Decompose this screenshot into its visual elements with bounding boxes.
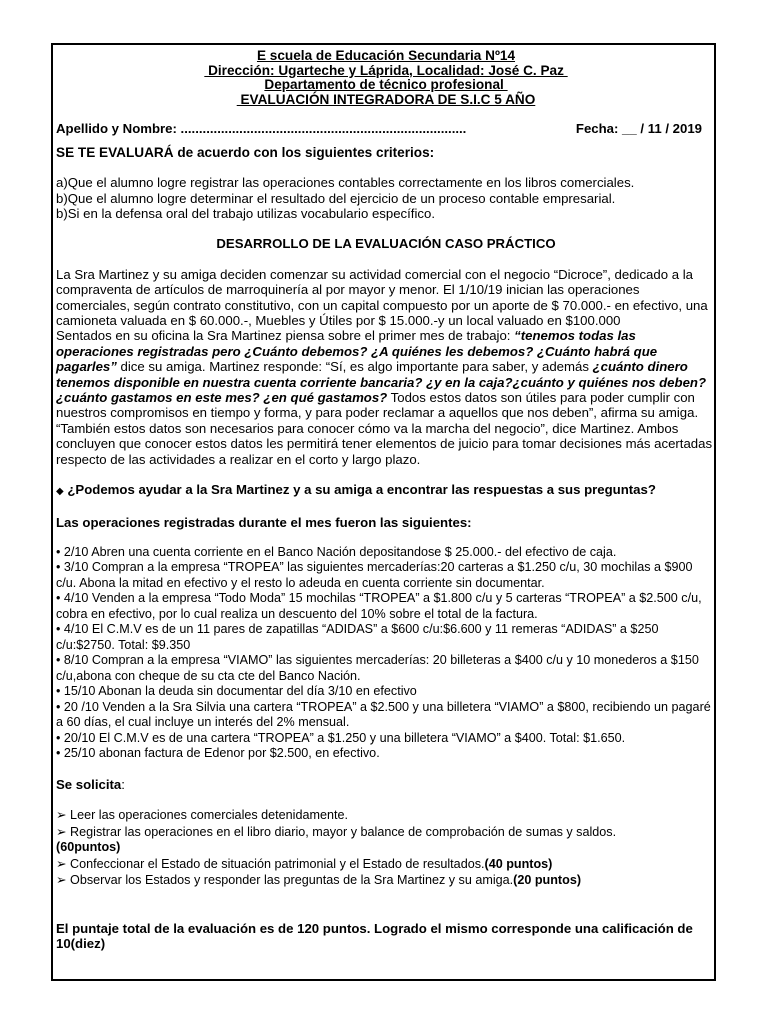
narrative-2e: Todos estos datos son útiles para poder cumplir con nuestros compromisos en tiempo y forma, y para poder reclamar a aquellos que nos deben”, afirma su amiga. “También estos datos son necesarios para conocer cómo va la marcha del negocio”, dice Martinez. Ambos concluyen que conocer estos datos les permitirá tener elementos de juicio para tomar decisiones más acertadas respecto de las actividades a realizar en el corto y largo plazo.	[56, 390, 713, 467]
criterion-a: a)Que el alumno logre registrar las operaciones contables correctamente en los libros comerciales.	[56, 175, 635, 191]
request-title-colon: :	[121, 776, 125, 792]
narrative-2c: dice su amiga. Martinez responde: “Sí, es algo importante para saber, y además	[116, 359, 593, 375]
task-text: Confeccionar el Estado de situación patrimonial y el Estado de resultados.	[66, 856, 485, 871]
diamond-bullet-icon: ◆	[56, 486, 64, 498]
task-item	[56, 824, 716, 856]
narrative-2b: “tenemos todas las operaciones registradas pero ¿Cuánto debemos? ¿A quiénes les debemos? ¿Cuánto habrá que pagarles”	[56, 328, 658, 375]
date-field-label: Fecha: __ / 11 / 2019	[575, 121, 702, 137]
criterion-c: b)Si en la defensa oral del trabajo utilizas vocabulario específico.	[56, 206, 435, 221]
school-address: Dirección: Ugarteche y Láprida, Localidad: José C. Paz	[204, 62, 568, 78]
tasks-list	[56, 807, 716, 889]
list-item: • 4/10 El C.M.V es de un 11 pares de zapatillas “ADIDAS” a $600 c/u:$6.600 y 11 remeras “ADIDAS” a $250 c/u:$2750. Total: $9.350	[56, 622, 659, 652]
school-name: E scuela de Educación Secundaria Nº14	[256, 48, 516, 63]
criteria-title-rest: de acuerdo con los siguientes criterios:	[173, 144, 435, 160]
request-title	[56, 777, 716, 792]
guiding-question	[56, 482, 716, 499]
operations-list	[56, 545, 716, 762]
arrow-icon: ➢	[56, 872, 67, 888]
narrative-2d: ¿cuánto dinero tenemos disponible en nuestra cuenta corriente bancaria? ¿y en la caja?¿cuánto y quiénes nos deben?¿cuánto gastamos en este mes? ¿en qué gastamos?	[56, 359, 707, 406]
task-points: (20 puntos)	[513, 873, 582, 888]
arrow-icon: ➢	[56, 823, 67, 839]
document-body	[56, 49, 716, 952]
criteria-title	[56, 145, 716, 160]
narrative-2a: Sentados en su oficina la Sra Martinez piensa sobre el primer mes de trabajo:	[56, 328, 515, 344]
narrative-paragraph-1: La Sra Martinez y su amiga deciden comenzar su actividad comercial con el negocio “Dicroce”, dedicado a la compraventa de artículos de marroquinería al por mayor y menor. El 1/10/19 inician las operaciones comerciales, según contrato constitutivo, con un capital compuesto por un aporte de $ 70.000.- en efectivo, una camioneta valuada en $ 60.000.-, Muebles y Útiles por $ 15.000.-y un local valuado en $100.000	[56, 266, 708, 329]
case-title: DESARROLLO DE LA EVALUACIÓN CASO PRÁCTICO	[216, 236, 556, 252]
narrative-paragraph-2	[56, 328, 716, 467]
task-points: (40 puntos)	[484, 856, 553, 871]
task-points: (60puntos)	[56, 840, 121, 855]
request-title-bold: Se solicita	[56, 776, 122, 792]
school-header	[56, 49, 716, 107]
task-item	[56, 872, 716, 889]
list-item: • 8/10 Compran a la empresa “VIAMO” las siguientes mercaderías: 20 billeteras a $400 c/u y 10 monederos a $150 c/u,abona con cheque de su cta cte del Banco Nación.	[56, 653, 699, 683]
list-item: • 15/10 Abonan la deuda sin documentar del día 3/10 en efectivo	[56, 684, 417, 699]
name-date-row	[56, 121, 716, 136]
evaluation-title: EVALUACIÓN INTEGRADORA DE S.I.C 5 AÑO	[236, 91, 536, 107]
list-item: • 4/10 Venden a la empresa “Todo Moda” 15 mochilas “TROPEA” a $1.800 c/u y 5 carteras “TROPEA” a $2.500 c/u, cobra en efectivo, por lo cual realiza un descuento del 10% sobre el total de la factura.	[56, 591, 702, 621]
department: Departamento de técnico profesional	[264, 77, 508, 93]
list-item: • 25/10 abonan factura de Edenor por $2.500, en efectivo.	[56, 746, 380, 761]
task-item	[56, 807, 716, 824]
task-text: Registrar las operaciones en el libro diario, mayor y balance de comprobación de sumas y saldos.	[66, 824, 617, 839]
operations-title: Las operaciones registradas durante el mes fueron las siguientes:	[56, 514, 472, 530]
name-field-label: Apellido y Nombre: ..............................................................................	[56, 121, 467, 137]
criteria-title-bold: SE TE EVALUARÁ	[56, 144, 174, 160]
total-score-note: El puntaje total de la evaluación es de 120 puntos. Logrado el mismo corresponde una calificación de 10(diez)	[56, 920, 693, 952]
arrow-icon: ➢	[56, 855, 67, 871]
list-item: • 20/10 El C.M.V es de una cartera “TROPEA” a $1.250 y una billetera “VIAMO” a $400. Total: $1.650.	[56, 730, 626, 745]
task-text: Leer las operaciones comerciales detenidamente.	[66, 808, 348, 823]
list-item: • 2/10 Abren una cuenta corriente en el Banco Nación depositandose $ 25.000.- del efectivo de caja.	[56, 544, 617, 559]
task-text: Observar los Estados y responder las preguntas de la Sra Martinez y su amiga.	[66, 873, 514, 888]
criterion-b: b)Que el alumno logre determinar el resultado del ejercicio de un proceso contable empresarial.	[56, 190, 616, 206]
list-item: • 20 /10 Venden a la Sra Silvia una cartera “TROPEA” a $2.500 y una billetera “VIAMO” a $800, recibiendo un pagaré a 60 días, el cual incluye un interés del 2% mensual.	[56, 699, 711, 730]
arrow-icon: ➢	[56, 807, 67, 823]
task-item	[56, 856, 716, 873]
guiding-question-text: ¿Podemos ayudar a la Sra Martinez y a su amiga a encontrar las respuestas a sus preguntas?	[63, 482, 656, 498]
list-item: • 3/10 Compran a la empresa “TROPEA” las siguientes mercaderías:20 carteras a $1.250 c/u, 30 mochilas a $900 c/u. Abona la mitad en efectivo y el resto lo adeuda en cuenta corriente sin documentar.	[56, 560, 693, 590]
